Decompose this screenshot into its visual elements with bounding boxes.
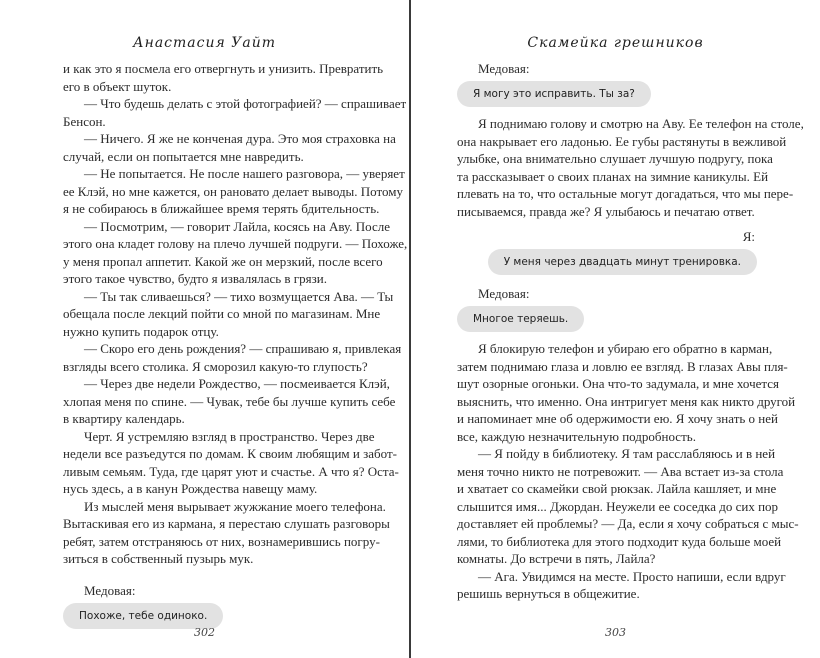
text-line: случай, если он попытается мне навредить.	[63, 148, 304, 164]
text-line: доставляет ей проблемы? — Да, если я хочу собраться с мыс-	[457, 516, 799, 531]
text-line: в квартиру календарь.	[63, 411, 185, 426]
right-paragraph-1	[457, 115, 804, 220]
text-line: хлопая меня по спине. — Чувак, тебе бы лучше купить себе	[63, 393, 396, 409]
text-line: взгляды всего столика. Я сморозил какую-то глупость?	[63, 358, 368, 374]
message-bubble: У меня через двадцать минут тренировка.	[488, 249, 757, 275]
text-line: все, каждую незначительную подробность.	[457, 428, 696, 444]
text-line: она накрывает его ладонью. Ее губы растянуты в вежливой	[457, 133, 787, 149]
left-page	[0, 0, 409, 658]
right-messages-top	[457, 60, 757, 107]
left-column	[63, 60, 408, 629]
text-line: комнаты. До встречи в пять, Лайла?	[457, 551, 656, 566]
text-line: Бенсон.	[63, 113, 106, 129]
chat-message	[457, 60, 757, 107]
text-line: я не собираюсь в ближайшее время терять бдительность.	[63, 201, 380, 216]
text-line: у меня пропал аппетит. Какой же он мерзкий, после всего	[63, 253, 383, 269]
text-line: и напоминает мне об одержимости ею. Я хочу знать о ней	[457, 411, 778, 426]
text-line: и как это я посмела его отвергнуть и унизить. Превратить	[63, 61, 384, 76]
text-line: и хватает со скамейки свой рюкзак. Лайла кашляет, и мне	[457, 481, 777, 496]
text-line: затем поднимаю глаза и ловлю ее взгляд. В глазах Авы пля-	[457, 358, 788, 374]
chat-message	[63, 582, 367, 629]
text-line: лями, то библиотека для этого подходит куда больше моей	[457, 533, 782, 549]
message-sender: Медовая:	[478, 61, 530, 76]
text-line: та рассказывает о своих планах на зимние каникулы. Ей	[457, 168, 769, 184]
paragraph	[63, 498, 390, 568]
text-line: меня точно никто не потревожит. — Ава встает из-за стола	[457, 463, 784, 479]
message-bubble: Я могу это исправить. Ты за?	[457, 81, 651, 107]
chat-message	[457, 285, 757, 332]
message-sender: Я:	[742, 229, 755, 244]
text-line: — Ага. Увидимся на месте. Просто напиши, если вдруг	[478, 568, 786, 584]
right-messages-mid	[457, 228, 757, 332]
text-line: этого такое чувство, будто я извалялась в грязи.	[63, 271, 327, 286]
text-line: этого она кладет голову на плечо лучшей подруги. — Похоже,	[63, 236, 408, 251]
text-line: слышится имя... Джордан. Неужели ее соседка до сих пор	[457, 498, 779, 514]
text-line: — Я пойду в библиотеку. Я там расслабляюсь и в ней	[478, 446, 776, 461]
chat-message	[457, 228, 757, 275]
text-line: недели все разъедутся по домам. К своим любящим и забот-	[63, 446, 397, 461]
running-head-author: Анастасия Уайт	[133, 35, 276, 51]
text-line: — Через две недели Рождество, — посмеивается Клэй,	[84, 376, 390, 391]
page-number: 302	[194, 626, 215, 639]
text-line: его в объект шуток.	[63, 78, 172, 94]
message-bubble: Многое теряешь.	[457, 306, 584, 332]
page-number: 303	[605, 626, 626, 639]
text-line: ливым семьям. Туда, где царят уют и счастье. А что я? Оста-	[63, 463, 399, 479]
running-head-title: Скамейка грешников	[527, 35, 704, 51]
paragraph	[457, 445, 799, 568]
paragraph	[63, 428, 399, 498]
paragraph	[63, 340, 402, 375]
paragraph	[63, 95, 407, 130]
paragraph	[63, 288, 394, 341]
text-line: шут озорные огоньки. Она что-то задумала, и мне хочется	[457, 376, 779, 391]
text-line: Я поднимаю голову и смотрю на Аву. Ее телефон на столе,	[478, 116, 804, 131]
message-sender: Медовая:	[84, 582, 136, 598]
text-line: ее Клэй, но мне кажется, он рановато делает выводы. Потому	[63, 183, 403, 199]
text-line: решишь вернуться в общежитие.	[457, 586, 640, 601]
text-line: зиться в собственный пузырь мук.	[63, 551, 254, 566]
right-column	[457, 60, 804, 603]
text-line: нужно купить подарок отцу.	[63, 323, 219, 339]
text-line: ребят, затем отстраняюсь от них, вознамерившись погру-	[63, 533, 380, 549]
text-line: нусь здесь, а в канун Рождества навещу маму.	[63, 481, 318, 496]
message-bubble: Похоже, тебе одиноко.	[63, 603, 223, 629]
text-line: Вытаскивая его из кармана, я перестаю слушать разговоры	[63, 516, 390, 531]
left-body-text	[63, 60, 408, 568]
text-line: — Не попытается. Не после нашего разговора, — уверяет	[84, 166, 405, 181]
message-sender: Медовая:	[478, 286, 530, 301]
text-line: писываемся, правда же? Я улыбаюсь и печатаю ответ.	[457, 203, 755, 219]
text-line: — Скоро его день рождения? — спрашиваю я, привлекая	[84, 341, 402, 356]
text-line: — Ты так сливаешься? — тихо возмущается Ава. — Ты	[84, 288, 394, 304]
text-line: Я блокирую телефон и убираю его обратно в карман,	[478, 341, 773, 356]
right-body-text	[457, 340, 799, 603]
text-line: плевать на то, что остальные могут догадаться, что мы пере-	[457, 186, 794, 201]
text-line: — Посмотрим, — говорит Лайла, косясь на Аву. После	[84, 218, 390, 234]
text-line: Черт. Я устремляю взгляд в пространство. Через две	[84, 428, 375, 444]
text-line: обещала после лекций пойти со мной по магазинам. Мне	[63, 306, 381, 321]
text-line: — Что будешь делать с этой фотографией? — спрашивает	[84, 96, 407, 111]
paragraph	[63, 375, 396, 428]
paragraph	[457, 340, 796, 445]
paragraph	[457, 115, 804, 220]
paragraph	[63, 130, 396, 165]
text-line: — Ничего. Я же не конченая дура. Это моя страховка на	[84, 131, 396, 146]
paragraph	[63, 165, 405, 218]
text-line: выяснить, что именно. Она интригует меня как никто другой	[457, 393, 796, 409]
right-page	[411, 0, 820, 658]
text-line: Из мыслей меня вырывает жужжание моего телефона.	[84, 498, 386, 514]
paragraph	[457, 568, 786, 603]
left-messages	[63, 582, 367, 629]
paragraph	[63, 60, 384, 95]
text-line: улыбке, она внимательно слушает лучшую подругу, пока	[457, 151, 773, 166]
paragraph	[63, 218, 408, 288]
